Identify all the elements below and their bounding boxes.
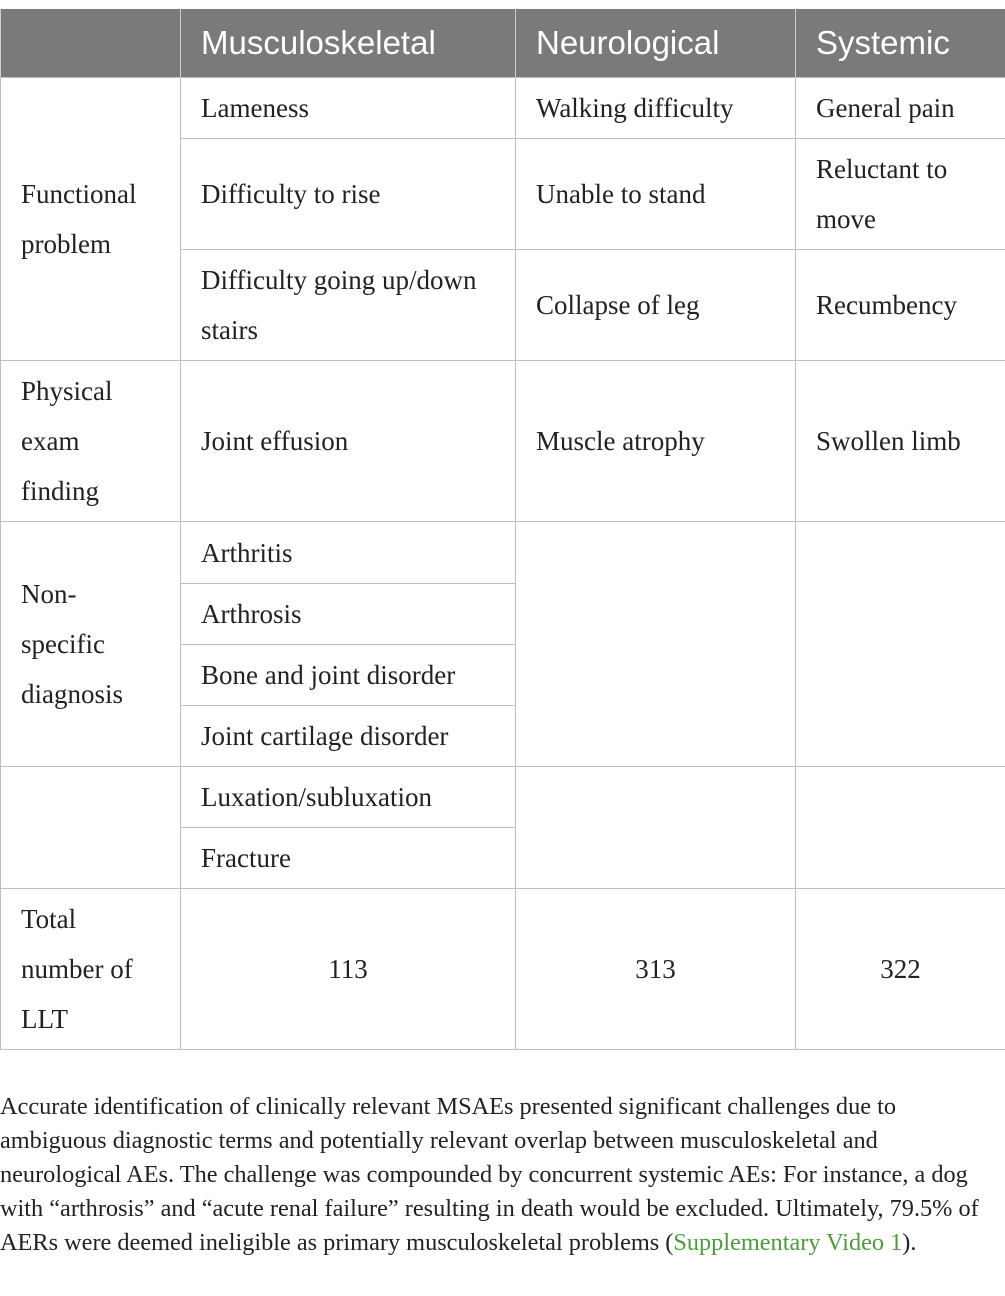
empty-cell bbox=[1, 767, 181, 889]
empty-cell bbox=[796, 522, 1005, 767]
supplementary-video-link[interactable]: Supplementary Video 1 bbox=[673, 1229, 903, 1257]
table-cell: Walking difficulty bbox=[516, 78, 796, 139]
header-row bbox=[1, 9, 1005, 78]
table-cell: Difficulty going up/down stairs bbox=[181, 250, 516, 361]
table-cell: Joint cartilage disorder bbox=[181, 706, 516, 767]
header-neurological: Neurological bbox=[516, 9, 796, 78]
table-row bbox=[1, 522, 1005, 584]
table-cell: 113 bbox=[181, 889, 516, 1050]
table-cell: Joint effusion bbox=[181, 361, 516, 522]
ae-classification-table bbox=[0, 9, 1005, 1050]
table-footnote bbox=[0, 1090, 1005, 1260]
table-cell: 313 bbox=[516, 889, 796, 1050]
table-cell: Bone and joint disorder bbox=[181, 645, 516, 706]
table-row bbox=[1, 767, 1005, 828]
row-label-functional: Functional problem bbox=[1, 78, 181, 361]
table-cell: Recumbency bbox=[796, 250, 1005, 361]
table-cell: Muscle atrophy bbox=[516, 361, 796, 522]
footnote-end: ). bbox=[902, 1229, 917, 1257]
table-cell: Fracture bbox=[181, 828, 516, 889]
header-musculoskeletal: Musculoskeletal bbox=[181, 9, 516, 78]
table-cell: Swollen limb bbox=[796, 361, 1005, 522]
empty-cell bbox=[516, 522, 796, 767]
table-cell: Luxation/subluxation bbox=[181, 767, 516, 828]
table-row bbox=[1, 361, 1005, 522]
table-cell: Collapse of leg bbox=[516, 250, 796, 361]
header-systemic: Systemic bbox=[796, 9, 1005, 78]
row-label-physical: Physical exam finding bbox=[1, 361, 181, 522]
row-label-total: Total number of LLT bbox=[1, 889, 181, 1050]
header-blank bbox=[1, 9, 181, 78]
table-cell: Difficulty to rise bbox=[181, 139, 516, 250]
empty-cell bbox=[796, 767, 1005, 889]
table-row bbox=[1, 78, 1005, 139]
table-cell: Lameness bbox=[181, 78, 516, 139]
footnote-text: Accurate identification of clinically relevant MSAEs presented significant challenges due to ambiguous diagnostic terms and potentially relevant overlap between musculoskeletal and neurological AEs. The challenge was compounded by concurrent systemic AEs: For instance, a dog with “arthrosis” and “acute renal failure” resulting in death would be excluded. Ultimately, 79.5% of AERs were deemed ineligible as primary musculoskeletal problems ( bbox=[0, 1093, 979, 1257]
table-cell: 322 bbox=[796, 889, 1005, 1050]
table-row bbox=[1, 889, 1005, 1050]
table-cell: Arthrosis bbox=[181, 584, 516, 645]
table-cell: Arthritis bbox=[181, 522, 516, 584]
table-cell: Reluctant to move bbox=[796, 139, 1005, 250]
table-cell: General pain bbox=[796, 78, 1005, 139]
row-label-nonspecific: Non-specific diagnosis bbox=[1, 522, 181, 767]
table-cell: Unable to stand bbox=[516, 139, 796, 250]
empty-cell bbox=[516, 767, 796, 889]
